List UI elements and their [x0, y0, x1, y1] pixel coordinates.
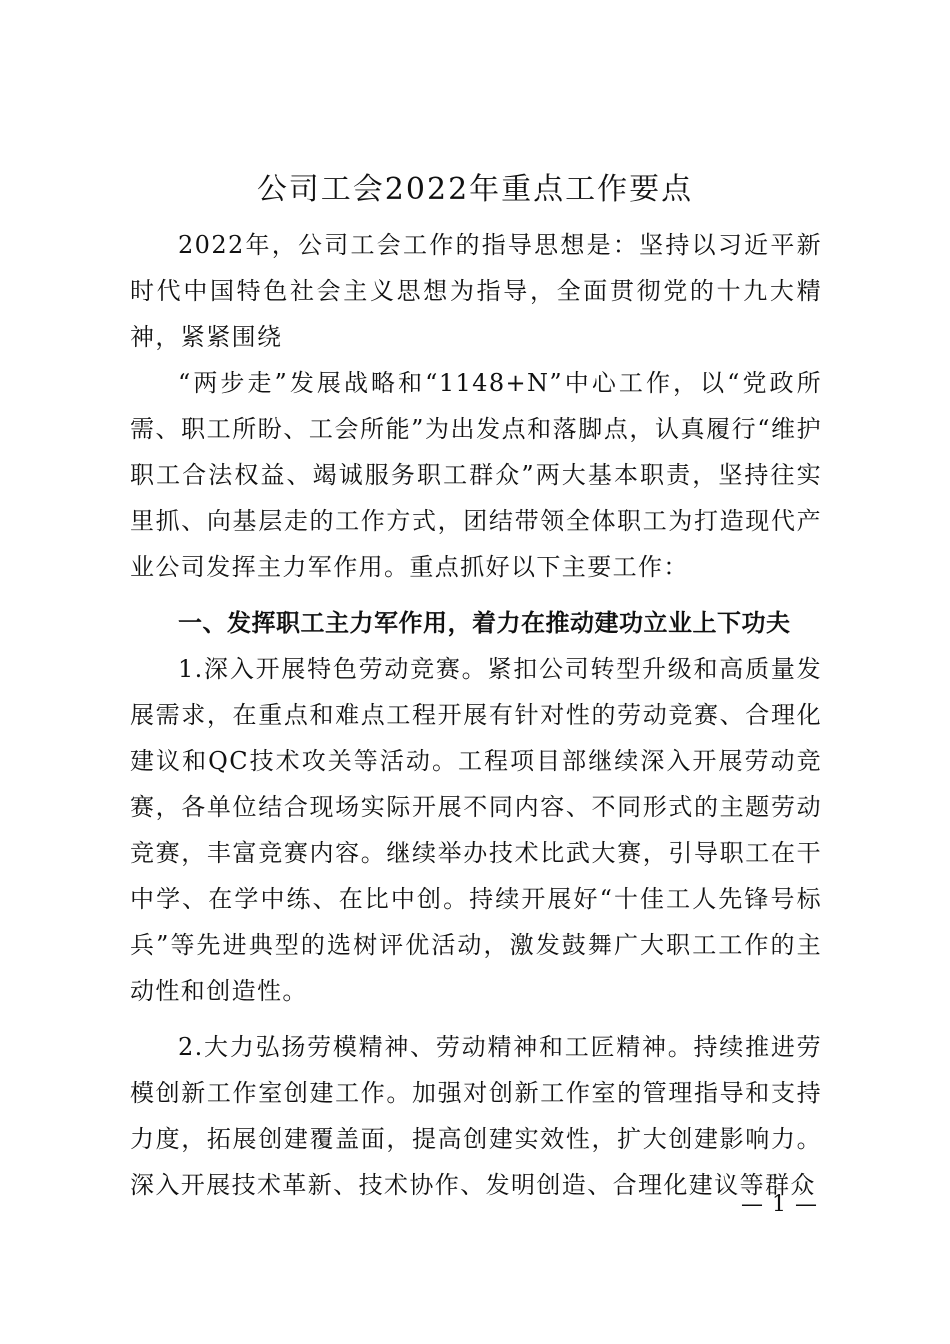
item-paragraph-1: 1.深入开展特色劳动竞赛。紧扣公司转型升级和高质量发展需求，在重点和难点工程开展有针对性的劳动竞赛、合理化建议和QC技术攻关等活动。工程项目部继续深入开展劳动竞赛，各单位结合现场实际开展不同内容、不同形式的主题劳动竞赛，丰富竞赛内容。继续举办技术比武大赛，引导职工在干中学、在学中练、在比中创。持续开展好“十佳工人先锋号标兵”等先进典型的选树评优活动，激发鼓舞广大职工工作的主动性和创造性。: [130, 655, 822, 1005]
item-paragraph-2: 2.大力弘扬劳模精神、劳动精神和工匠精神。持续推进劳模创新工作室创建工作。加强对创新工作室的管理指导和支持力度，拓展创建覆盖面，提高创建实效性，扩大创建影响力。深入开展技术革新、技术协作、发明创造、合理化建议等群众: [130, 1033, 822, 1199]
intro-paragraph: 2022年，公司工会工作的指导思想是：坚持以习近平新时代中国特色社会主义思想为指导，全面贯彻党的十九大精神，紧紧围绕: [130, 231, 822, 351]
document-title: 公司工会2022年重点工作要点: [256, 172, 694, 207]
intro-paragraph-continued: “两步走”发展战略和“1148+N”中心工作，以“党政所需、职工所盼、工会所能”为出发点和落脚点，认真履行“维护职工合法权益、竭诚服务职工群众”两大基本职责，坚持往实里抓、向基层走的工作方式，团结带领全体职工为打造现代产业公司发挥主力军作用。重点抓好以下主要工作：: [130, 369, 822, 581]
section-heading: 一、发挥职工主力军作用，着力在推动建功立业上下功夫: [178, 609, 791, 637]
page-number: — 1 —: [741, 1192, 818, 1217]
document-body: [130, 222, 822, 1208]
